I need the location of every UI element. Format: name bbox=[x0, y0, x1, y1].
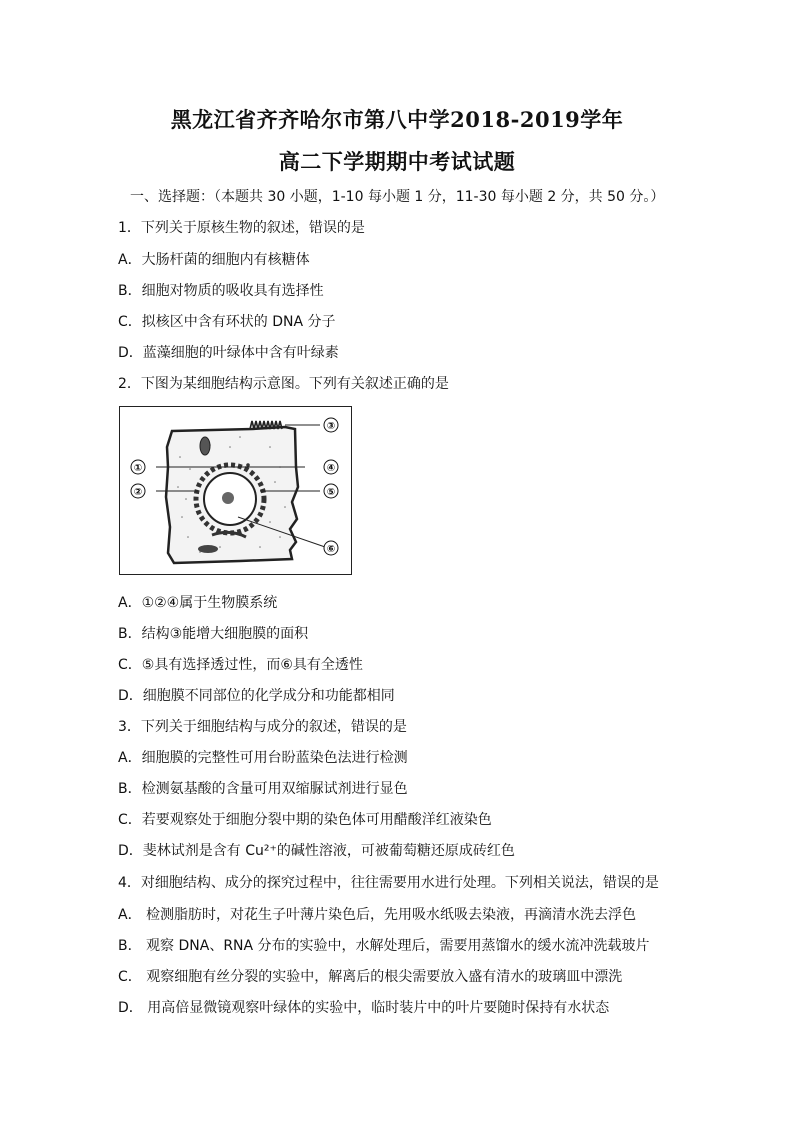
mitochondrion-bottom bbox=[198, 545, 218, 553]
question-3-option-d: D．斐林试剂是含有 Cu²⁺的碱性溶液，可被葡萄糖还原成砖红色 bbox=[118, 843, 515, 859]
question-1-option-c: C．拟核区中含有环状的 DNA 分子 bbox=[118, 314, 336, 330]
vesicle bbox=[246, 463, 250, 467]
question-2-option-c: C．⑤具有选择透过性，而⑥具有全透性 bbox=[118, 657, 363, 673]
question-4-stem: 4．对细胞结构、成分的探究过程中，往往需要用水进行处理。下列相关说法，错误的是 bbox=[118, 875, 659, 891]
question-1-option-d: D．蓝藻细胞的叶绿体中含有叶绿素 bbox=[118, 345, 339, 361]
question-4-option-c: C． 观察细胞有丝分裂的实验中，解离后的根尖需要放入盛有清水的玻璃皿中漂洗 bbox=[118, 969, 623, 985]
label-6: ⑥ bbox=[326, 544, 336, 555]
question-4-option-a: A． 检测脂肪时，对花生子叶薄片染色后，先用吸水纸吸去染液，再滴清水洗去浮色 bbox=[118, 907, 637, 923]
question-3-option-a: A．细胞膜的完整性可用台盼蓝染色法进行检测 bbox=[118, 750, 408, 766]
question-3-option-b: B．检测氨基酸的含量可用双缩脲试剂进行显色 bbox=[118, 781, 408, 797]
question-3-option-c: C．若要观察处于细胞分裂中期的染色体可用醋酸洋红液染色 bbox=[118, 812, 492, 828]
question-2-option-a: A．①②④属于生物膜系统 bbox=[118, 595, 278, 611]
document-title-line1: 黑龙江省齐齐哈尔市第八中学2018-2019学年 bbox=[170, 107, 624, 132]
nucleolus bbox=[222, 492, 234, 504]
label-4: ④ bbox=[326, 463, 336, 474]
label-2: ② bbox=[133, 487, 143, 498]
cell-diagram bbox=[120, 407, 353, 576]
mitochondrion bbox=[200, 437, 210, 455]
document-title-line2: 高二下学期期中考试试题 bbox=[278, 149, 516, 174]
microvilli bbox=[250, 421, 282, 429]
section-heading: 一、选择题：（本题共 30 小题，1-10 每小题 1 分，11-30 每小题 2 分，共 50 分。） bbox=[130, 189, 665, 205]
cell-structure-figure bbox=[119, 406, 352, 575]
question-3-stem: 3．下列关于细胞结构与成分的叙述，错误的是 bbox=[118, 719, 407, 735]
label-5: ⑤ bbox=[326, 487, 336, 498]
question-2-option-d: D．细胞膜不同部位的化学成分和功能都相同 bbox=[118, 688, 395, 704]
question-2-option-b: B．结构③能增大细胞膜的面积 bbox=[118, 626, 309, 642]
question-4-option-b: B． 观察 DNA、RNA 分布的实验中，水解处理后，需要用蒸馏水的缓水流冲洗载玻片 bbox=[118, 938, 650, 954]
question-1-option-a: A．大肠杆菌的细胞内有核糖体 bbox=[118, 252, 310, 268]
label-3: ③ bbox=[326, 421, 336, 432]
question-1-option-b: B．细胞对物质的吸收具有选择性 bbox=[118, 283, 324, 299]
question-4-option-d: D． 用高倍显微镜观察叶绿体的实验中，临时装片中的叶片要随时保持有水状态 bbox=[118, 1000, 610, 1016]
question-1-stem: 1．下列关于原核生物的叙述，错误的是 bbox=[118, 220, 365, 236]
question-2-stem: 2．下图为某细胞结构示意图。下列有关叙述正确的是 bbox=[118, 376, 449, 392]
label-1: ① bbox=[133, 463, 143, 474]
